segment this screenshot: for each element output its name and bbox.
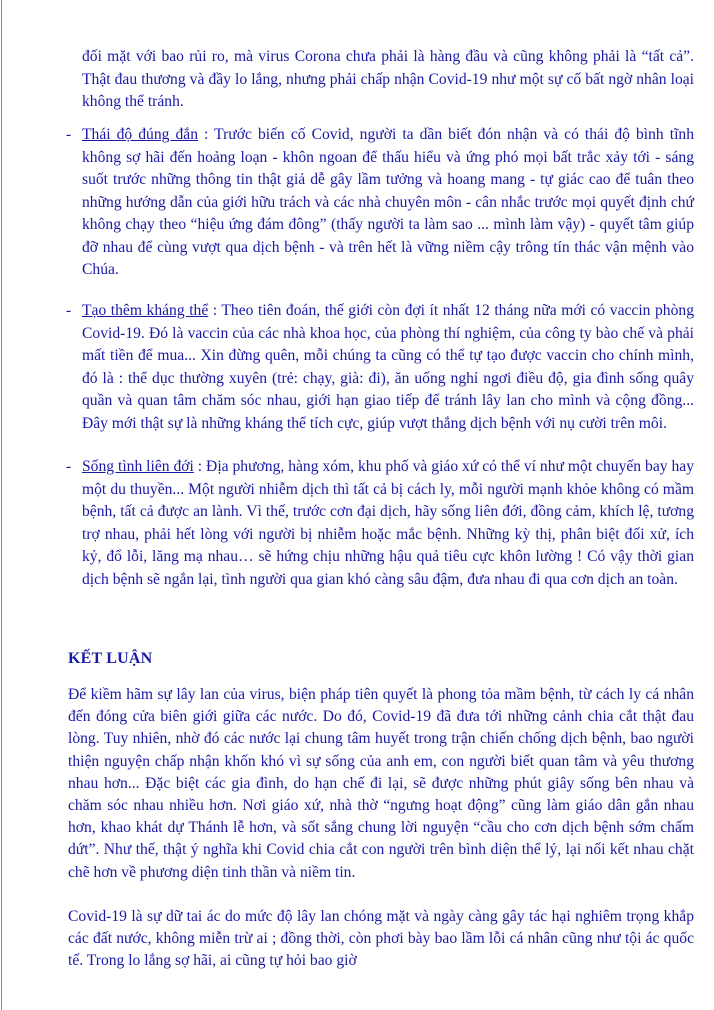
section-heading: KẾT LUẬN — [68, 650, 153, 667]
conclusion-paragraph-1: Để kiềm hãm sự lây lan của virus, biện pháp tiên quyết là phong tỏa mầm bệnh, từ cách ly cá nhân đến đóng cửa biên giới giữa các nước. Do đó, Covid-19 đã đưa tới những cảnh chia cắt thật đau lòng. Tuy nhiên, nhờ đó các nước lại chung tâm huyết trong trận chiến chống dịch bệnh, bao người thiện nguyện chấp nhận khốn khó vì sự sống của anh em, con người biết quan tâm và yêu thương nhau hơn... Đặc biệt các gia đình, do hạn chế đi lại, sẽ được những phút giây sống bên nhau và chăm sóc nhau nhiều hơn. Nơi giáo xứ, nhà thờ “ngưng hoạt động” cũng làm giáo dân gắn nhau hơn, khao khát dự Thánh lễ hơn, và sốt sắng chung lời nguyện “cầu cho cơn dịch bệnh sớm chấm dứt”. Như thế, thật ý nghĩa khi Covid chia cắt con người trên bình diện thể lý, lại nối kết nhau chặt chẽ hơn về phương diện tinh thần và niềm tin. — [68, 686, 694, 881]
item-text: : Theo tiên đoán, thế giới còn đợi ít nhất 12 tháng nữa mới có vaccin phòng Covid-19. Đó là vaccin của các nhà khoa học, của phòng thí nghiệm, của công ty bào chế và phải mất tiền để mua... Xin đừng quên, mỗi chúng ta cũng có thể tự tạo được vaccin cho chính mình, đó là : thể dục thường xuyên (trẻ: chạy, già: đi), ăn uống nghỉ ngơi điều độ, gia đình sống quây quần và quan tâm chăm sóc nhau, giới hạn giao tiếp để tránh lây lan cho mình và cộng đồng... Đây mới thật sự là những kháng thể tích cực, giúp vượt thắng dịch bệnh với nụ cười trên môi. — [82, 302, 694, 432]
item-term: Tạo thêm kháng thể — [82, 302, 209, 319]
list-item-solidarity — [66, 456, 694, 591]
list-item-antibodies — [66, 300, 694, 435]
item-text: : Địa phương, hàng xóm, khu phố và giáo xứ có thể ví như một chuyến bay hay một du thuyền... Một người nhiễm dịch thì tất cả bị cách ly, mỗi người mạnh khỏe không có mầm bệnh, tất cả được an lành. Vì thế, trước cơn đại dịch, hãy sống liên đới, đồng cảm, khích lệ, tương trợ nhau, phải hết lòng với người bị nhiễm hoặc mắc bệnh. Những kỳ thị, phân biệt đối xử, ích kỷ, đổ lỗi, lăng mạ nhau… sẽ hứng chịu những hậu quả tiêu cực khôn lường ! Có vậy thời gian dịch bệnh sẽ ngắn lại, tình người qua gian khó càng sâu đậm, đưa nhau đi qua cơn dịch an toàn. — [82, 458, 694, 588]
bullet-marker: - — [66, 302, 72, 319]
item-term: Sống tình liên đới — [82, 458, 194, 475]
item-term: Thái độ đúng đắn — [82, 126, 198, 143]
conclusion-paragraph-2: Covid-19 là sự dữ tai ác do mức độ lây lan chóng mặt và ngày càng gây tác hại nghiêm trọng khắp các đất nước, không miễn trừ ai ; đồng thời, còn phơi bày bao lầm lỗi cá nhân cũng như tội ác quốc tế. Trong lo lắng sợ hãi, ai cũng tự hỏi bao giờ — [68, 908, 694, 970]
bullet-marker: - — [66, 458, 72, 475]
item-text: : Trước biến cố Covid, người ta dần biết đón nhận và có thái độ bình tĩnh không sợ hãi đến hoảng loạn - khôn ngoan để thấu hiểu và ứng phó mọi bất trắc xảy tới - sáng suốt trước những thông tin thật giả dễ gây lầm tưởng và hoang mang - tự giác cao để tuân theo những hướng dẫn của giới hữu trách và các nhà chuyên môn - cân nhắc trước mọi quyết định chứ không chạy theo “hiệu ứng đám đông” (thấy người ta làm sao ... mình làm vậy) - quyết tâm giúp đỡ nhau để cùng vượt qua dịch bệnh - và trên hết là vững niềm cậy trông tín thác vận mệnh vào Chúa. — [82, 126, 694, 278]
continuation-paragraph: đối mặt với bao rủi ro, mà virus Corona chưa phải là hàng đầu và cũng không phải là “tất cả”. Thật đau thương và đầy lo lắng, nhưng phải chấp nhận Covid-19 như một sự cố bất ngờ nhân loại không thể tránh. — [82, 48, 694, 110]
bullet-marker: - — [66, 126, 72, 143]
list-item-attitude — [66, 124, 694, 282]
